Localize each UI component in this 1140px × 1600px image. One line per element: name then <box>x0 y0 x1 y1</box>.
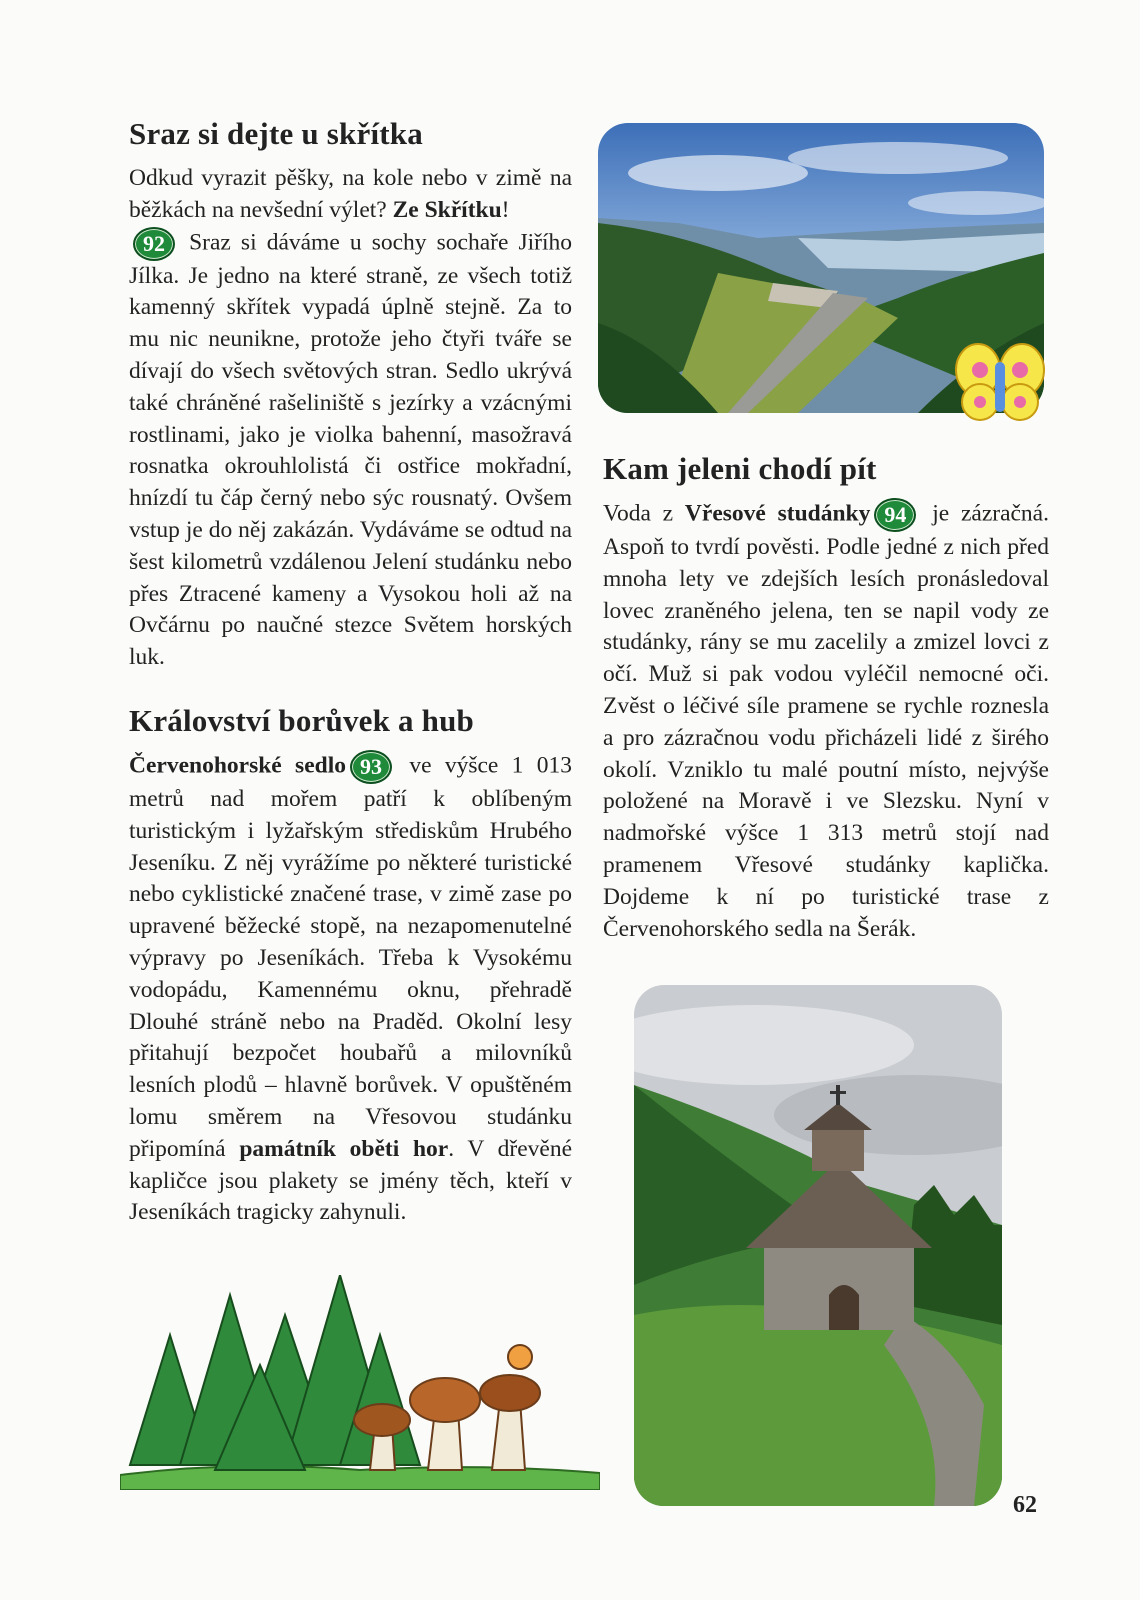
forest-mushrooms-illustration <box>120 1275 600 1490</box>
right-column <box>603 450 1049 945</box>
butterfly-icon <box>950 332 1050 432</box>
left-column <box>129 115 572 1229</box>
photo-chapel <box>634 985 1002 1506</box>
text-run: ! <box>501 196 510 223</box>
paragraph-studanka <box>603 498 1049 945</box>
text-run: Voda z <box>603 500 685 527</box>
bold-place-sedlo: Červenohorské sedlo <box>129 752 346 779</box>
point-badge-93: 93 <box>350 750 392 784</box>
heading-sraz: Sraz si dejte u skřítka <box>129 116 423 151</box>
bold-memorial: památník oběti hor <box>239 1135 449 1162</box>
text-run: Odkud vyrazit pěšky, na kole nebo v zimě na běžkách na nevšední výlet? <box>129 165 572 223</box>
page-number: 62 <box>1013 1492 1037 1518</box>
text-run: ve výšce 1 013 metrů nad mořem patří k oblíbeným turistickým i lyžařským střediskům Hrubého Jeseníku. Z něj vyrážíme po některé turistické nebo cyklistické značené trase, v zimě zase po upravené běžecké stopě, na nezapomenutelné výpravy po Jeseníkách. Třeba k Vysokému vodopádu, Kamennému oknu, přehradě Dlouhé stráně nebo na Praděd. Okolní lesy přitahují bezpočet houbařů a milovníků lesních plodů – hlavně borůvek. V opuštěném lomu směrem na Vřesovou studánku připomíná <box>129 752 572 1162</box>
paragraph-skritek <box>129 163 572 674</box>
paragraph-sedlo <box>129 750 572 1229</box>
bold-place-studanka: Vřesové studánky <box>684 500 871 527</box>
text-run: je zázračná. Aspoň to tvrdí pověsti. Podle jedné z nich před mnoha lety ve zdejších lesích pronásledoval lovec zraněného jelena, ten se napil vody ze studánky, rány se mu zacelily a zmizel lovci z očí. Muž si pak vodou vyléčil nemocné oči. Zvěst o léčivé síle pramene se rychle roznesla a pro zázračnou vodu přicházeli lidé z širého okolí. Vzniklo tu malé poutní místo, nejvýše položené na Moravě i ve Slezsku. Nyní v nadmořské výšce 1 313 metrů stojí nad pramenem Vřesové studánky kaplička. Dojdeme k ní po turistické trase z Červenohorského sedla na Šerák. <box>603 500 1049 942</box>
bold-place-skritek: Ze Skřítku <box>392 196 502 223</box>
text-run: Sraz si dáváme u sochy sochaře Jiřího Jílka. Je jedno na které straně, ze všech totiž kamenný skřítek vypadá úplně stejně. Za to mu nic neunikne, protože jeho čtyři tváře se dívají do všech světových stran. Sedlo ukrývá také chráněné rašeliniště s jezírky a vzácnými rostlinami, jako je violka bahenní, masožravá rosnatka okrouhlolistá či ostřice mokřadní, hnízdí tu čáp černý nebo sýc rousnatý. Ovšem vstup je do něj zakázán. Vydáváme se odtud na šest kilometrů vzdálenou Jelení studánku nebo přes Ztracené kameny a Vysokou holi až na Ovčárnu po naučné stezce Světem horských luk. <box>129 228 572 671</box>
heading-kralovstvi: Království borůvek a hub <box>129 702 474 738</box>
chapel-image <box>634 985 1002 1506</box>
text-run: . V dřevěné kapličce jsou plakety se jmény těch, kteří v Jeseníkách tragicky zahynuli. <box>129 1135 573 1226</box>
point-badge-94: 94 <box>874 498 916 532</box>
heading-jeleni: Kam jeleni chodí pít <box>603 451 877 486</box>
point-badge-92: 92 <box>133 227 175 261</box>
